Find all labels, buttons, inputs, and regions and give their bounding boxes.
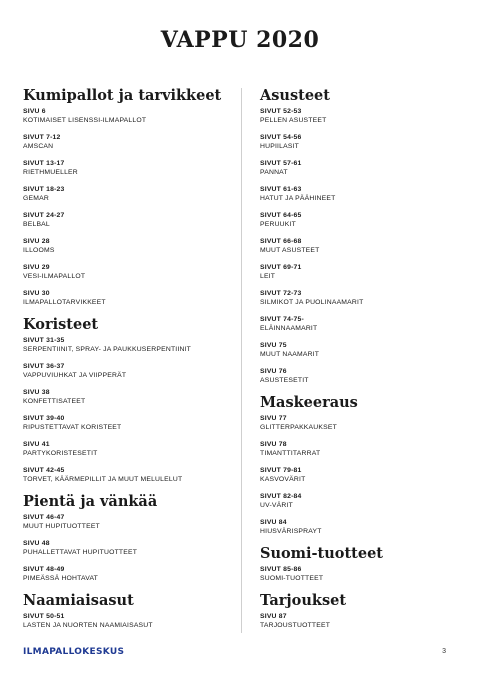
section-asusteet xyxy=(260,86,460,385)
catalog-entry xyxy=(23,159,228,177)
entry-description: HIUSVÄRISPRAYT xyxy=(260,528,322,535)
entry-description: PELLEN ASUSTEET xyxy=(260,117,327,124)
catalog-entry xyxy=(23,237,228,255)
entry-description: KASVOVÄRIT xyxy=(260,476,306,483)
catalog-entry xyxy=(260,414,460,432)
section-koristeet xyxy=(23,315,228,484)
catalog-entry xyxy=(23,107,228,125)
section-title: Suomi-tuotteet xyxy=(260,545,384,562)
entry-description: SERPENTIINIT, SPRAY- JA PAUKKUSERPENTIINIT xyxy=(23,346,192,353)
entry-description: PARTYKORISTESETIT xyxy=(23,450,98,457)
entry-description: VAPPUVIUHKAT JA VIIPPERÄT xyxy=(23,372,127,379)
section-title: Pientä ja vänkää xyxy=(23,493,158,510)
entry-description: UV-VÄRIT xyxy=(260,502,293,509)
catalog-entry xyxy=(260,289,460,307)
section-title: Kumipallot ja tarvikkeet xyxy=(23,87,222,104)
entry-pages: SIVU 41 xyxy=(23,441,50,448)
entry-pages: SIVUT 85-86 xyxy=(260,566,302,573)
catalog-entry xyxy=(23,565,228,583)
entry-description: ELÄINNAAMARIT xyxy=(260,325,318,332)
catalog-entry xyxy=(260,315,460,333)
entry-pages: SIVU 76 xyxy=(260,368,287,375)
entry-description: SILMIKOT JA PUOLINAAMARIT xyxy=(260,299,364,306)
catalog-entry xyxy=(260,518,460,536)
entry-description: KONFETTISATEET xyxy=(23,398,86,405)
entry-pages: SIVU 84 xyxy=(260,519,287,526)
entry-pages: SIVU 28 xyxy=(23,238,50,245)
catalog-entry xyxy=(260,237,460,255)
entry-pages: SIVUT 79-81 xyxy=(260,467,302,474)
catalog-entry xyxy=(260,565,460,583)
catalog-entry xyxy=(23,513,228,531)
entry-pages: SIVUT 48-49 xyxy=(23,566,65,573)
footer-logo: ILMAPALLOKESKUS xyxy=(23,647,125,657)
catalog-entry xyxy=(23,539,228,557)
entry-pages: SIVUT 72-73 xyxy=(260,290,302,297)
entry-pages: SIVU 87 xyxy=(260,613,287,620)
entry-description: PERUUKIT xyxy=(260,221,296,228)
catalog-entry xyxy=(23,362,228,380)
entry-pages: SIVUT 7-12 xyxy=(23,134,61,141)
catalog-entry xyxy=(23,440,228,458)
catalog-entry xyxy=(23,466,228,484)
entry-description: ILLOOMS xyxy=(23,247,55,254)
entry-pages: SIVU 48 xyxy=(23,540,50,547)
catalog-entry xyxy=(23,211,228,229)
entry-description: MUUT NAAMARIT xyxy=(260,351,320,358)
entry-pages: SIVU 78 xyxy=(260,441,287,448)
catalog-entry xyxy=(260,367,460,385)
entry-pages: SIVU 77 xyxy=(260,415,287,422)
catalog-entry xyxy=(23,185,228,203)
catalog-entry xyxy=(23,133,228,151)
page-number: 3 xyxy=(442,648,446,655)
catalog-entry xyxy=(260,107,460,125)
section-title: Naamiaisasut xyxy=(23,592,134,609)
entry-pages: SIVU 6 xyxy=(23,108,46,115)
entry-description: TORVET, KÄÄRMEPILLIT JA MUUT MELULELUT xyxy=(23,476,183,483)
entry-pages: SIVUT 54-56 xyxy=(260,134,302,141)
entry-pages: SIVUT 39-40 xyxy=(23,415,65,422)
entry-pages: SIVUT 61-63 xyxy=(260,186,302,193)
entry-description: BELBAL xyxy=(23,221,50,228)
entry-pages: SIVU 38 xyxy=(23,389,50,396)
entry-description: TARJOUSTUOTTEET xyxy=(260,622,331,629)
entry-pages: SIVU 30 xyxy=(23,290,50,297)
catalog-entry xyxy=(260,159,460,177)
catalog-entry xyxy=(260,341,460,359)
page-title: VAPPU 2020 xyxy=(160,27,320,53)
catalog-entry xyxy=(260,612,460,630)
catalog-entry xyxy=(23,263,228,281)
entry-pages: SIVU 29 xyxy=(23,264,50,271)
catalog-entry xyxy=(260,466,460,484)
section-kumipallot-ja-tarvikkeet xyxy=(23,86,228,307)
entry-pages: SIVUT 42-45 xyxy=(23,467,65,474)
section-title: Tarjoukset xyxy=(260,592,347,609)
entry-description: RIPUSTETTAVAT KORISTEET xyxy=(23,424,122,431)
catalog-entry xyxy=(260,211,460,229)
entry-description: PUHALLETTAVAT HUPITUOTTEET xyxy=(23,549,138,556)
catalog-entry xyxy=(23,612,228,630)
section-maskeeraus xyxy=(260,393,460,536)
entry-pages: SIVUT 52-53 xyxy=(260,108,302,115)
entry-description: ASUSTESETIT xyxy=(260,377,309,384)
section-naamiaisasut xyxy=(23,591,228,630)
section-title: Maskeeraus xyxy=(260,394,358,411)
entry-description: KOTIMAISET LISENSSI-ILMAPALLOT xyxy=(23,117,147,124)
entry-pages: SIVUT 36-37 xyxy=(23,363,65,370)
entry-description: HATUT JA PÄÄHINEET xyxy=(260,195,336,202)
entry-description: TIMANTTITARRAT xyxy=(260,450,321,457)
entry-description: RIETHMUELLER xyxy=(23,169,78,176)
entry-description: AMSCAN xyxy=(23,143,54,150)
entry-pages: SIVUT 69-71 xyxy=(260,264,302,271)
right-column xyxy=(260,86,460,638)
section-suomi-tuotteet xyxy=(260,544,460,583)
catalog-entry xyxy=(23,336,228,354)
left-column xyxy=(23,86,228,638)
catalog-entry xyxy=(260,185,460,203)
entry-description: ILMAPALLOTARVIKKEET xyxy=(23,299,106,306)
section-title: Asusteet xyxy=(260,87,330,104)
entry-description: VESI-ILMAPALLOT xyxy=(23,273,86,280)
entry-description: MUUT HUPITUOTTEET xyxy=(23,523,100,530)
section-tarjoukset xyxy=(260,591,460,630)
entry-pages: SIVUT 18-23 xyxy=(23,186,65,193)
entry-pages: SIVUT 50-51 xyxy=(23,613,65,620)
entry-description: GEMAR xyxy=(23,195,49,202)
entry-description: HUPIILASIT xyxy=(260,143,300,150)
catalog-entry xyxy=(23,414,228,432)
entry-description: LEIT xyxy=(260,273,276,280)
catalog-entry xyxy=(23,388,228,406)
section-pienta-ja-vankaa xyxy=(23,492,228,583)
entry-description: SUOMI-TUOTTEET xyxy=(260,575,324,582)
catalog-entry xyxy=(23,289,228,307)
entry-pages: SIVUT 46-47 xyxy=(23,514,65,521)
entry-pages: SIVUT 31-35 xyxy=(23,337,65,344)
entry-description: PANNAT xyxy=(260,169,288,176)
entry-pages: SIVUT 82-84 xyxy=(260,493,302,500)
entry-pages: SIVUT 66-68 xyxy=(260,238,302,245)
catalog-entry xyxy=(260,133,460,151)
entry-pages: SIVUT 64-65 xyxy=(260,212,302,219)
entry-pages: SIVUT 24-27 xyxy=(23,212,65,219)
entry-pages: SIVUT 13-17 xyxy=(23,160,65,167)
entry-pages: SIVUT 57-61 xyxy=(260,160,302,167)
entry-pages: SIVU 75 xyxy=(260,342,287,349)
entry-description: MUUT ASUSTEET xyxy=(260,247,320,254)
section-title: Koristeet xyxy=(23,316,99,333)
catalog-entry xyxy=(260,263,460,281)
entry-description: PIMEÄSSÄ HOHTAVAT xyxy=(23,575,99,582)
catalog-entry xyxy=(260,492,460,510)
entry-pages: SIVUT 74-75- xyxy=(260,316,304,323)
entry-description: GLITTERPAKKAUKSET xyxy=(260,424,337,431)
column-divider xyxy=(241,88,242,633)
catalog-entry xyxy=(260,440,460,458)
entry-description: LASTEN JA NUORTEN NAAMIAISASUT xyxy=(23,622,153,629)
